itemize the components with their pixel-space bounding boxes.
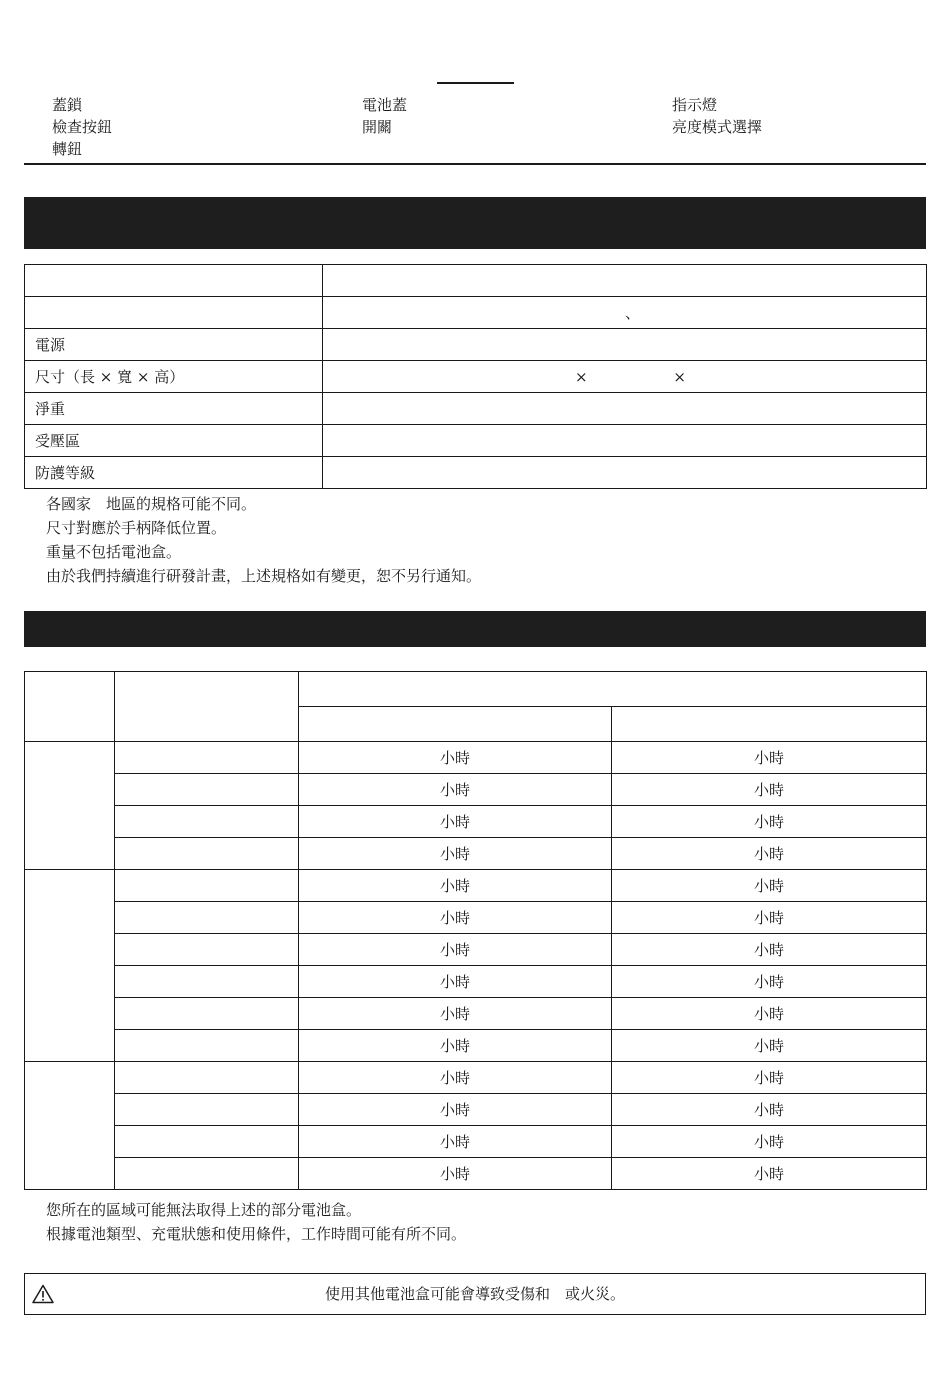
runtime-hours-cell: 小時 [612, 1126, 927, 1158]
spec-label: 尺寸（長 × 寬 × 高） [25, 361, 323, 393]
spec-row [25, 457, 927, 489]
spec-value [323, 265, 927, 297]
runtime-row [25, 934, 927, 966]
runtime-section-banner [24, 611, 926, 647]
runtime-group-cell [25, 742, 115, 870]
runtime-hours-cell: 小時 [612, 838, 927, 870]
runtime-hours-cell: 小時 [612, 998, 927, 1030]
spec-value [323, 361, 927, 393]
runtime-header-row [25, 672, 927, 707]
runtime-hours-cell: 小時 [299, 838, 612, 870]
runtime-hours-cell: 小時 [299, 1062, 612, 1094]
warning-text: 使用其他電池盒可能會導致受傷和 或火災。 [324, 1285, 625, 1303]
spec-value-text: × × [575, 367, 686, 386]
spec-note: 各國家 地區的規格可能不同。 [46, 495, 257, 513]
runtime-hours-cell: 小時 [612, 934, 927, 966]
runtime-model-cell [115, 838, 299, 870]
runtime-row [25, 966, 927, 998]
spec-label: 電源 [25, 329, 323, 361]
runtime-hours-cell: 小時 [612, 1094, 927, 1126]
runtime-row [25, 838, 927, 870]
spec-value-text: 、 [625, 304, 641, 322]
header-cell-runtime [299, 672, 927, 707]
spec-row [25, 329, 927, 361]
runtime-hours-cell: 小時 [299, 1126, 612, 1158]
runtime-table [24, 671, 927, 1190]
runtime-row [25, 870, 927, 902]
header-cell-group [25, 672, 115, 742]
runtime-hours-cell: 小時 [612, 742, 927, 774]
runtime-model-cell [115, 1126, 299, 1158]
runtime-hours-cell: 小時 [299, 998, 612, 1030]
runtime-hours-cell: 小時 [612, 902, 927, 934]
runtime-hours-cell: 小時 [299, 902, 612, 934]
spec-row [25, 265, 927, 297]
part-label-lid-lock: 蓋鎖 [52, 96, 83, 114]
runtime-hours-cell: 小時 [299, 742, 612, 774]
runtime-hours-cell: 小時 [612, 1030, 927, 1062]
spec-value [323, 393, 927, 425]
spec-value [323, 297, 927, 329]
spec-section-banner [24, 197, 926, 249]
spec-label: 防護等級 [25, 457, 323, 489]
spec-row [25, 425, 927, 457]
spec-row [25, 297, 927, 329]
runtime-hours-cell: 小時 [612, 1158, 927, 1190]
spec-note: 由於我們持續進行研發計畫，上述規格如有變更，恕不另行通知。 [46, 567, 482, 585]
spec-label: 受壓區 [25, 425, 323, 457]
runtime-hours-cell: 小時 [299, 1030, 612, 1062]
runtime-group-cell [25, 870, 115, 1062]
runtime-model-cell [115, 902, 299, 934]
spec-note: 尺寸對應於手柄降低位置。 [46, 519, 227, 537]
section-divider [24, 163, 926, 165]
part-label-battery-cover: 電池蓋 [362, 96, 408, 114]
runtime-model-cell [115, 742, 299, 774]
runtime-model-cell [115, 870, 299, 902]
runtime-row [25, 1126, 927, 1158]
spec-row [25, 361, 927, 393]
top-rule [437, 82, 514, 84]
runtime-row [25, 1062, 927, 1094]
runtime-note: 根據電池類型、充電狀態和使用條件，工作時間可能有所不同。 [46, 1225, 467, 1243]
spec-label [25, 297, 323, 329]
header-cell-mode-2 [612, 707, 927, 742]
runtime-hours-cell: 小時 [299, 774, 612, 806]
runtime-hours-cell: 小時 [299, 966, 612, 998]
part-label-knob: 轉鈕 [52, 140, 83, 158]
runtime-model-cell [115, 1030, 299, 1062]
runtime-row [25, 774, 927, 806]
runtime-row [25, 1158, 927, 1190]
runtime-row [25, 806, 927, 838]
spec-value [323, 329, 927, 361]
runtime-row [25, 902, 927, 934]
part-label-switch: 開關 [362, 118, 393, 136]
runtime-group-cell [25, 1062, 115, 1190]
runtime-model-cell [115, 966, 299, 998]
runtime-hours-cell: 小時 [299, 934, 612, 966]
runtime-hours-cell: 小時 [299, 806, 612, 838]
runtime-hours-cell: 小時 [612, 1062, 927, 1094]
runtime-row [25, 1094, 927, 1126]
part-label-indicator: 指示燈 [672, 96, 718, 114]
runtime-model-cell [115, 1158, 299, 1190]
part-label-check-button: 檢查按鈕 [52, 118, 113, 136]
runtime-model-cell [115, 998, 299, 1030]
header-cell-mode-1 [299, 707, 612, 742]
header-cell-model [115, 672, 299, 742]
runtime-hours-cell: 小時 [612, 870, 927, 902]
runtime-row [25, 998, 927, 1030]
spec-label [25, 265, 323, 297]
spec-note: 重量不包括電池盒。 [46, 543, 182, 561]
runtime-hours-cell: 小時 [612, 774, 927, 806]
runtime-row [25, 742, 927, 774]
runtime-hours-cell: 小時 [612, 806, 927, 838]
part-label-brightness-mode: 亮度模式選擇 [672, 118, 763, 136]
runtime-hours-cell: 小時 [299, 870, 612, 902]
runtime-model-cell [115, 934, 299, 966]
spec-value [323, 425, 927, 457]
spec-label: 淨重 [25, 393, 323, 425]
runtime-model-cell [115, 1094, 299, 1126]
runtime-hours-cell: 小時 [612, 966, 927, 998]
spec-table [24, 264, 927, 489]
runtime-hours-cell: 小時 [299, 1094, 612, 1126]
spec-value [323, 457, 927, 489]
runtime-row [25, 1030, 927, 1062]
runtime-model-cell [115, 774, 299, 806]
runtime-model-cell [115, 806, 299, 838]
runtime-note: 您所在的區域可能無法取得上述的部分電池盒。 [46, 1201, 362, 1219]
runtime-model-cell [115, 1062, 299, 1094]
spec-row [25, 393, 927, 425]
runtime-hours-cell: 小時 [299, 1158, 612, 1190]
